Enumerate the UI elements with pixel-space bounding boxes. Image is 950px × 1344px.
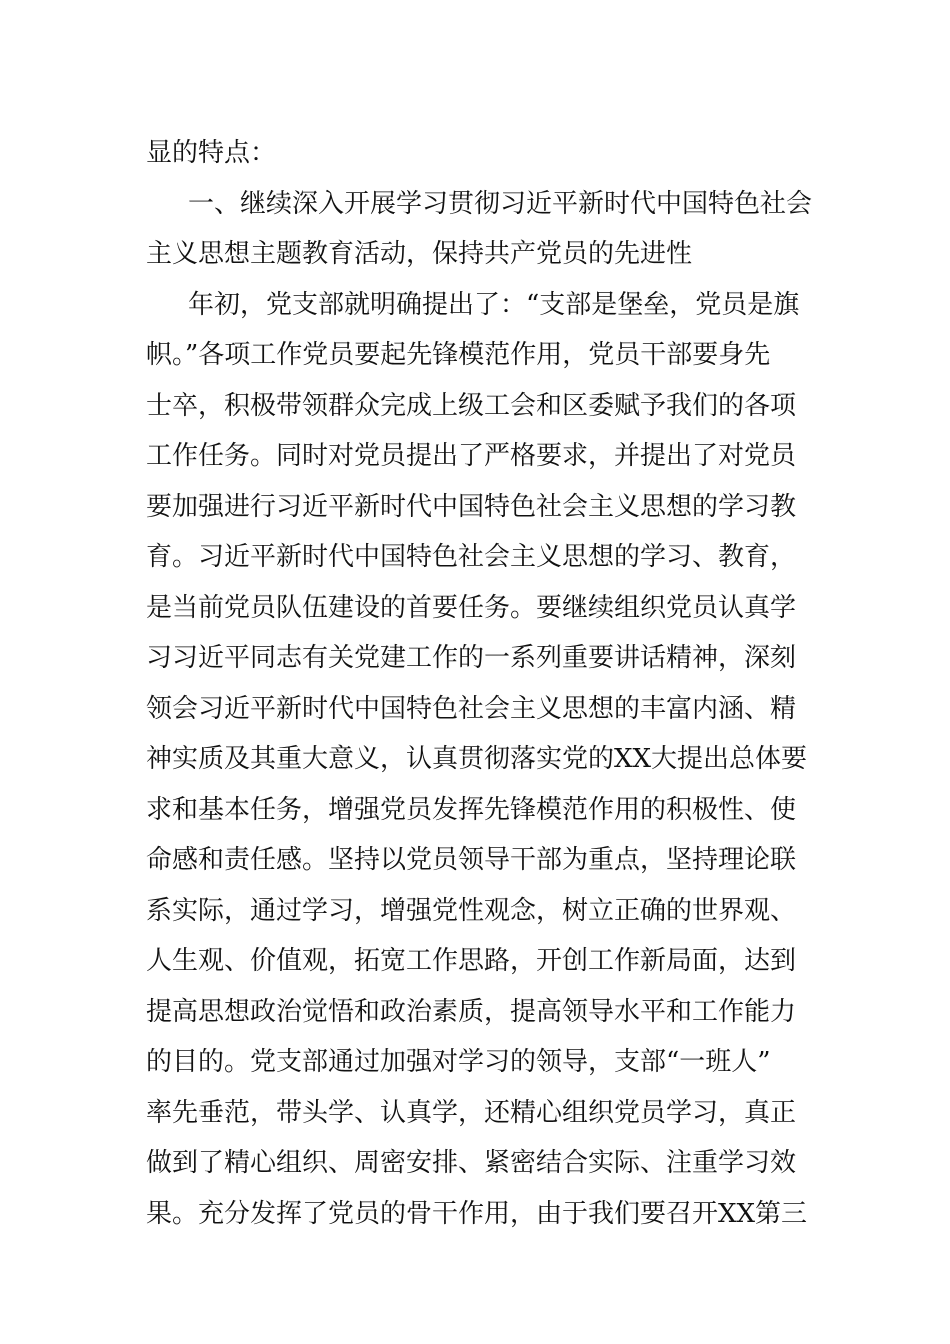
text-line: 年初，党支部就明确提出了：“支部是堡垒，党员是旗 bbox=[188, 289, 800, 320]
document-body bbox=[146, 128, 816, 1239]
text-line: 育。习近平新时代中国特色社会主义思想的学习、教育， bbox=[146, 542, 797, 572]
text-line: 提高思想政治觉悟和政治素质，提高领导水平和工作能力 bbox=[146, 996, 797, 1027]
text-line: 的目的。党支部通过加强对学习的领导，支部“一班人” bbox=[146, 1047, 771, 1077]
text-line: 领会习近平新时代中国特色社会主义思想的丰富内涵、精 bbox=[146, 693, 797, 724]
text-line: 是当前党员队伍建设的首要任务。要继续组织党员认真学 bbox=[146, 592, 797, 623]
text-line: 命感和责任感。坚持以党员领导干部为重点，坚持理论联 bbox=[146, 845, 797, 875]
text-line: 做到了精心组织、周密安排、紧密结合实际、注重学习效 bbox=[146, 1148, 797, 1178]
text-line: 帜。”各项工作党员要起先锋模范作用，党员干部要身先 bbox=[146, 340, 771, 370]
text-line: 果。充分发挥了党员的骨干作用，由于我们要召开XX第三 bbox=[146, 1198, 808, 1229]
text-line: 求和基本任务，增强党员发挥先锋模范作用的积极性、使 bbox=[146, 794, 797, 825]
text-line: 主义思想主题教育活动，保持共产党员的先进性 bbox=[146, 239, 693, 269]
text-line: 要加强进行习近平新时代中国特色社会主义思想的学习教 bbox=[146, 491, 797, 522]
text-line: 一、继续深入开展学习贯彻习近平新时代中国特色社会 bbox=[188, 188, 813, 219]
text-line: 人生观、价值观，拓宽工作思路，开创工作新局面，达到 bbox=[146, 946, 797, 976]
text-line: 工作任务。同时对党员提出了严格要求，并提出了对党员 bbox=[146, 441, 797, 471]
text-line: 系实际，通过学习，增强党性观念，树立正确的世界观、 bbox=[146, 895, 797, 926]
text-line: 显的特点： bbox=[146, 138, 277, 168]
text-line: 习习近平同志有关党建工作的一系列重要讲话精神，深刻 bbox=[146, 643, 797, 673]
text-line: 士卒，积极带领群众完成上级工会和区委赋予我们的各项 bbox=[146, 390, 797, 421]
text-line: 神实质及其重大意义，认真贯彻落实党的XX大提出总体要 bbox=[146, 744, 808, 774]
text-line: 率先垂范，带头学、认真学，还精心组织党员学习，真正 bbox=[146, 1097, 797, 1128]
